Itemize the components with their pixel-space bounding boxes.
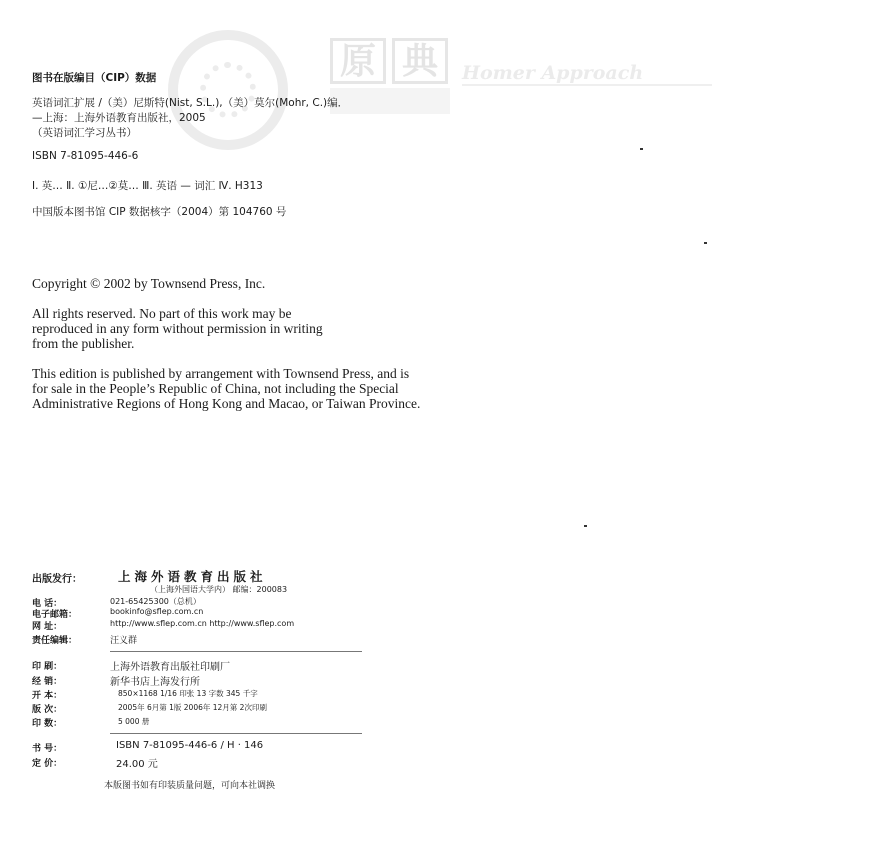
editor-value: 汪义群 xyxy=(110,636,138,646)
copyright-line: Copyright © 2002 by Townsend Press, Inc. xyxy=(32,276,266,291)
copies-label: 印 数： xyxy=(32,719,63,729)
watermark-emblem-icon xyxy=(168,30,288,150)
rights-line-3: from the publisher. xyxy=(32,336,135,351)
print-speck xyxy=(584,525,587,527)
publisher-label: 出版发行： xyxy=(32,574,82,585)
watermark-rule xyxy=(462,84,712,86)
divider-rule xyxy=(110,733,362,734)
printer-label: 印 刷： xyxy=(32,662,63,672)
print-speck xyxy=(704,242,707,244)
edition-line-2: for sale in the People’s Republic of China, not including the Special xyxy=(32,381,399,396)
edition-label: 版 次： xyxy=(32,705,63,715)
book-number-value: ISBN 7-81095-446-6 / H · 146 xyxy=(116,740,264,751)
rights-line-1: All rights reserved. No part of this work may be xyxy=(32,306,292,321)
email-value: bookinfo@sflep.com.cn xyxy=(110,607,204,616)
cip-isbn: ISBN 7-81095-446-6 xyxy=(32,150,139,162)
rights-line-2: reproduced in any form without permission in writing xyxy=(32,321,323,336)
watermark-text: Homer Approach xyxy=(462,62,644,84)
book-number-label: 书 号： xyxy=(32,744,63,754)
divider-rule xyxy=(110,651,362,652)
cip-verify-number: 中国版本图书馆 CIP 数据核字（2004）第 104760 号 xyxy=(32,206,287,218)
distributor-value: 新华书店上海发行所 xyxy=(110,677,200,688)
email-label: 电子邮箱： xyxy=(32,610,78,620)
format-value: 850×1168 1/16 印张 13 字数 345 千字 xyxy=(118,689,258,698)
cip-line-3: （英语词汇学习丛书） xyxy=(32,127,137,139)
publisher-address: （上海外国语大学内） 邮编：200083 xyxy=(150,585,288,594)
edition-value: 2005年 6月第 1版 2006年 12月第 2次印刷 xyxy=(118,703,267,712)
website-label: 网 址： xyxy=(32,622,63,632)
phone-label: 电 话： xyxy=(32,599,63,609)
printer-value: 上海外语教育出版社印刷厂 xyxy=(110,662,230,673)
watermark-char-1: 原 xyxy=(330,38,386,84)
watermark-char-2: 典 xyxy=(392,38,448,84)
cip-heading: 图书在版编目（CIP）数据 xyxy=(32,72,157,84)
cip-line-2: —上海：上海外语教育出版社，2005 xyxy=(32,112,206,124)
publisher-name: 上海外语教育出版社 xyxy=(118,569,267,584)
website-value: http://www.sflep.com.cn http://www.sflep.com xyxy=(110,619,295,628)
price-label: 定 价： xyxy=(32,759,63,769)
editor-label: 责任编辑： xyxy=(32,636,78,646)
edition-line-3: Administrative Regions of Hong Kong and Macao, or Taiwan Province. xyxy=(32,396,421,411)
format-label: 开 本： xyxy=(32,691,63,701)
price-value: 24.00 元 xyxy=(116,759,158,770)
copies-value: 5 000 册 xyxy=(118,717,150,726)
edition-line-1: This edition is published by arrangement with Townsend Press, and is xyxy=(32,366,410,381)
phone-value: 021-65425300（总机） xyxy=(110,597,201,606)
print-speck xyxy=(640,148,643,150)
quality-notice: 本版图书如有印装质量问题，可向本社调换 xyxy=(104,781,276,791)
distributor-label: 经 销： xyxy=(32,677,63,687)
cip-line-1: 英语词汇扩展 /（美）尼斯特(Nist, S.L.),（美）莫尔(Mohr, C.)编． xyxy=(32,97,349,109)
cip-classification: Ⅰ. 英… Ⅱ. ①尼…②莫… Ⅲ. 英语 — 词汇 Ⅳ. H313 xyxy=(32,180,263,192)
